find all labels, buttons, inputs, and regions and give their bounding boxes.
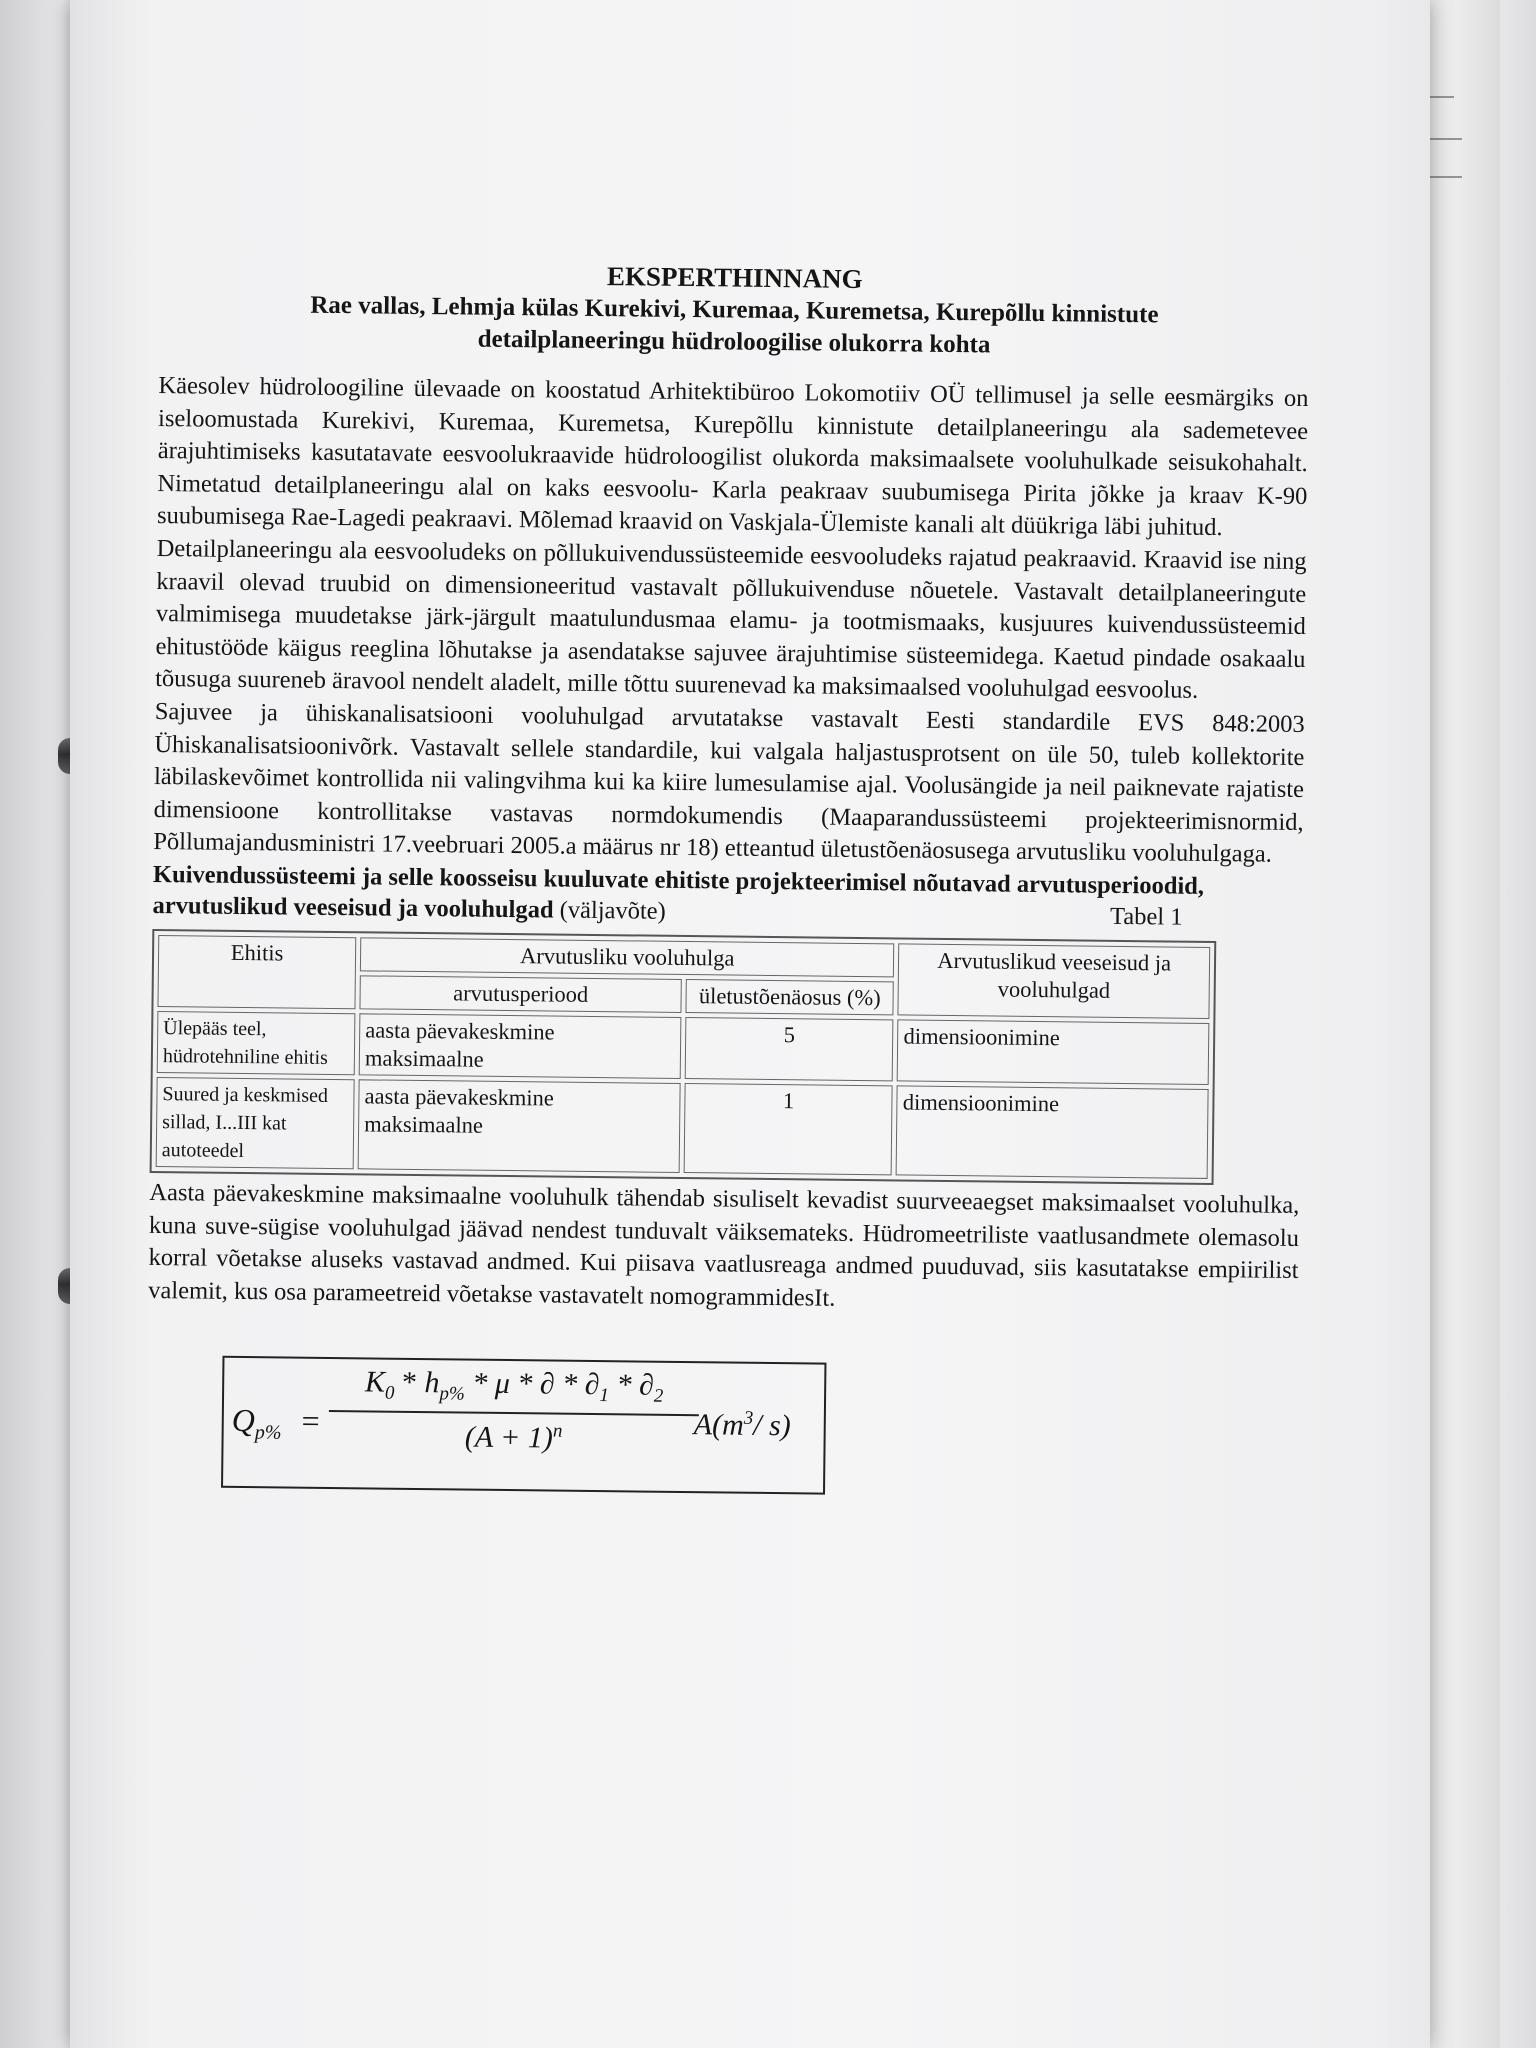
table-caption bbox=[152, 859, 1303, 934]
data-table bbox=[150, 929, 1217, 1185]
table-caption-bold: Kuivendussüsteemi ja selle koosseisu kuuluvate ehitiste projekteerimisel nõutavad arvutusperioodid, arvutuslikud veeseisud ja vooluhulgad bbox=[152, 860, 1205, 924]
formula-lhs: $Q_{p\%}$ = bbox=[231, 1402, 320, 1445]
subtitle-line: detailplaneeringu hüdroloogilise olukorra kohta bbox=[477, 325, 991, 359]
header-levels: Arvutuslikud veeseisud ja vooluhulgad bbox=[898, 943, 1210, 1019]
subtitle-line: Rae vallas, Lehmja külas Kurekivi, Kuremaa, Kuremetsa, Kurepõllu kinnistute bbox=[310, 291, 1159, 329]
table-row bbox=[157, 1011, 1210, 1085]
cell-levels: dimensioonimine bbox=[896, 1085, 1209, 1179]
formula-fraction bbox=[328, 1365, 699, 1457]
table-header-row bbox=[158, 935, 1210, 981]
page-content bbox=[146, 255, 1310, 1500]
paragraph: Käesolev hüdroloogiline ülevaade on koostatud Arhitektibüroo Lokomotiiv OÜ tellimusel ja selle eesmärgiks on iseloomustada Kurekivi, Kuremaa, Kuremetsa, Kurepõllu kinnistute detailplaneeringu ala sademetevee ärajuhtimiseks kasutatavate eesvoolukraavide hüdroloogilist olukorda maksimaalsete vooluhulkade seisukohahalt. Nimetatud detailplaneeringu alal on kaks eesvoolu- Karla peakraav suubumisega Pirita jõkke ja kraav K-90 suubumisega Rae-Lagedi peakraavi. Mõlemad kraavid on Vaskjala-Ülemiste kanali alt düükriga läbi juhitud. bbox=[156, 371, 1309, 542]
formula-box bbox=[221, 1356, 826, 1495]
table-row bbox=[156, 1077, 1209, 1179]
header-probability: ületustõenäosus (%) bbox=[685, 979, 894, 1015]
header-group: Arvutusliku vooluhulga bbox=[360, 937, 895, 977]
paragraph: Detailplaneeringu ala eesvooludeks on põllukuivendussüsteemide eesvooludeks rajatud peakraavid. Kraavid ise ning kraavil olevad truubid on dimensioneeritud vastavalt põllukuivenduse nõuetele. Vastavalt detailplaneeringute valmimisega muudetakse järk-järgult maatulundusmaa elamu- ja tootmismaaks, kusjuures kuivendussüsteemid ehitustööde käigus reeglina lõhutakse ja asendatakse sajuvee ärajuhtimise süsteemidega. Kaetud pindade osakaalu tõusuga suureneb äravool nendelt aladelt, mille tõttu suurenevad ka maksimaalsed vooluhulgad eesvoolus. bbox=[155, 534, 1307, 705]
table-label: Tabel 1 bbox=[1109, 902, 1183, 931]
cell-levels: dimensioonimine bbox=[897, 1019, 1209, 1085]
cell-probability: 1 bbox=[684, 1083, 893, 1175]
paragraph: Aasta päevakeskmine maksimaalne vooluhulk tähendab sisuliselt kevadist suurveeaegset maksimaalset vooluhulka, kuna suve-sügise vooluhulgad jäävad nendest tunduvalt väiksemateks. Hüdromeetriliste vaatlusandmete olemasolu korral võetakse aluseks vastavad andmed. Kui piisava vaatlusreaga andmed puuduvad, siis kasutatakse empiirilist valemit, kus osa parameetreid võetakse vastavatelt nomogrammidesIt. bbox=[148, 1178, 1300, 1312]
cell-ehitis: Ülepääs teel, hüdrotehniline ehitis bbox=[157, 1011, 356, 1075]
table-caption-note: (väljavõte) bbox=[553, 896, 666, 925]
cell-ehitis: Suured ja keskmised sillad, I...III kat autoteedel bbox=[156, 1077, 355, 1169]
paragraph: Sajuvee ja ühiskanalisatsiooni vooluhulgad arvutatakse vastavalt Eesti standardile EVS 848:2003 Ühiskanalisatsioonivõrk. Vastavalt sellele standardile, kui valgala haljastusprotsent on üle 50, tuleb kollektorite läbilaskevõimet kontrollida nii valingvihma kui ka kiire lumesulamise ajal. Voolusängide ja neil paiknevate rajatiste dimensioone kontrollitakse vastavas normdokumendis (Maaparandussüsteemi projekteerimisnormid, Põllumajandusministri 17.veebruari 2005.a määrus nr 18) etteantud ületustõenäosusega arvutusliku vooluhulgaga. bbox=[153, 697, 1305, 868]
formula-numerator: $K_0 * h_{p\%}$ * μ * ∂ * $\partial_1 * \partial_2$ bbox=[329, 1365, 700, 1416]
document-subtitle bbox=[159, 288, 1310, 365]
header-ehitis: Ehitis bbox=[157, 935, 356, 1009]
cell-period: aasta päevakeskmine maksimaalne bbox=[359, 1013, 682, 1079]
document-title: EKSPERTHINNANG bbox=[606, 261, 863, 294]
formula-denominator: $(A + 1)^n$ bbox=[464, 1420, 563, 1455]
header-period: arvutusperiood bbox=[360, 975, 682, 1013]
formula-rhs: $A(m^3/$ s) bbox=[693, 1407, 791, 1443]
cell-period: aasta päevakeskmine maksimaalne bbox=[358, 1079, 681, 1173]
cell-probability: 5 bbox=[685, 1017, 894, 1081]
page-shadow bbox=[1370, 0, 1500, 2048]
